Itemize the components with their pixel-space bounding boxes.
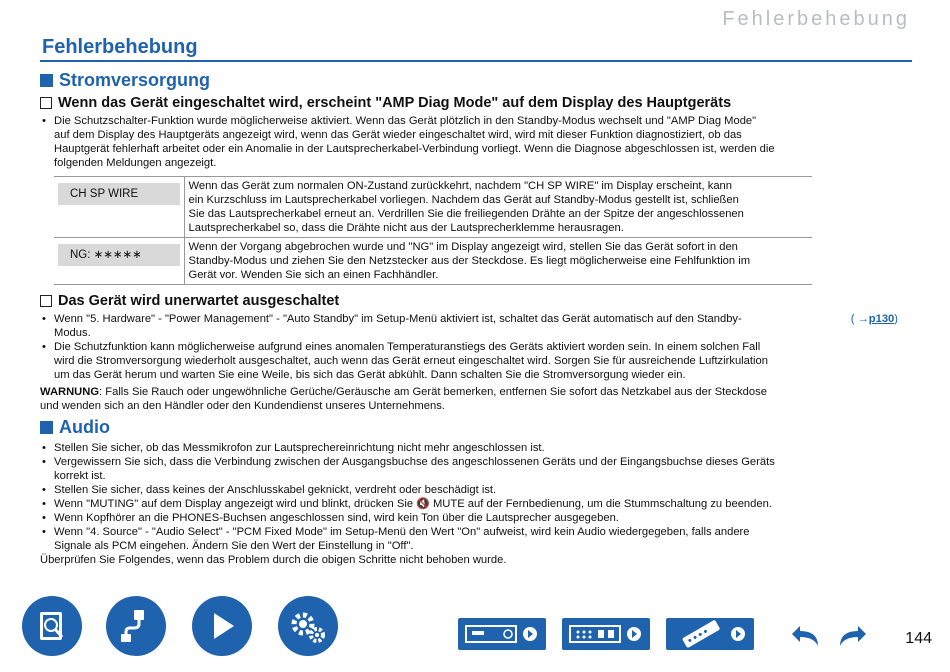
- line: Vergewissern Sie sich, dass die Verbindung zwischen der Ausgangsbuchse des angeschlossenen Geräts und der Eingangsbuchse dieses Geräts: [54, 456, 775, 468]
- audio-heading-text: Audio: [59, 417, 110, 437]
- mute-icon: 🔇: [416, 498, 430, 510]
- line: Signale als PCM eingehen. Ändern Sie den Wert der Einstellung in "Off".: [54, 540, 414, 552]
- audio-section-heading: [40, 417, 912, 438]
- unexpected-off-heading: [40, 293, 912, 309]
- page-link-p130[interactable]: p130: [868, 313, 895, 325]
- list-item: • Wenn Kopfhörer an die PHONES-Buchsen angeschlossen sind, wird kein Ton über die Lautsprecher ausgegeben.: [40, 511, 912, 525]
- list-item: [40, 114, 912, 170]
- ref-open: (: [850, 313, 855, 325]
- line: Wenn "MUTING" auf dem Display angezeigt wird und blinkt, drücken Sie: [54, 498, 417, 510]
- line: Hauptgerät fehlerhaft arbeitet oder ein Anomalie in der Lautsprecherkabel-Verbindung vorliegt. Wenn die Diagnose abgeschlossen ist, werden die: [54, 143, 775, 155]
- table-cell-code: [54, 238, 184, 285]
- bullet-with-reference: [54, 312, 912, 326]
- line: Modus.: [54, 327, 91, 339]
- checkbox-bullet-icon: [40, 295, 52, 307]
- line: korrekt ist.: [54, 470, 106, 482]
- message-code-chip: NG: ∗∗∗∗∗: [58, 244, 180, 266]
- unexpected-off-heading-text: Das Gerät wird unerwartet ausgeschaltet: [58, 293, 340, 309]
- table-row: [54, 238, 812, 285]
- message-code-chip: CH SP WIRE: [58, 183, 180, 205]
- diagnosis-message-table: [54, 176, 812, 285]
- undo-arrow-icon[interactable]: [784, 622, 824, 652]
- audio-closing-text: Überprüfen Sie Folgendes, wenn das Problem durch die obigen Schritte nicht behoben wurde.: [40, 554, 507, 566]
- power-heading-text: Stromversorgung: [59, 70, 211, 90]
- main-content: [40, 68, 912, 567]
- line: Die Schutzschalter-Funktion wurde möglicherweise aktiviert. Wenn das Gerät plötzlich in den Standby-Modus wechselt und "AMP Diag Mode": [54, 115, 757, 127]
- connection-cable-icon[interactable]: [106, 596, 166, 656]
- footer-navigation: [0, 596, 950, 662]
- line: : Falls Sie Rauch oder ungewöhnliche Gerüche/Geräusche am Gerät bemerken, entfernen Sie sofort das Netzkabel aus der Steckdose: [99, 386, 767, 398]
- line: und wenden sich an den Händler oder den Kundendienst unseres Unternehmens.: [40, 400, 445, 412]
- amp-diag-heading: [40, 95, 912, 111]
- table-cell-code: [54, 177, 184, 238]
- playback-icon[interactable]: [192, 596, 252, 656]
- table-row: [54, 177, 812, 238]
- settings-gears-icon[interactable]: [278, 596, 338, 656]
- header-section-label: Fehlerbehebung: [722, 8, 910, 30]
- page-number: 144: [905, 630, 932, 647]
- line: Lautsprecherkabel so, dass die Drähte nicht aus der Lautsprecherklemme herausragen.: [188, 222, 624, 234]
- list-item: [40, 312, 912, 340]
- receiver-rear-icon[interactable]: [562, 618, 650, 650]
- list-item: [40, 340, 912, 382]
- amp-diag-heading-text: Wenn das Gerät eingeschaltet wird, erscheint "AMP Diag Mode" auf dem Display des Hauptgeräts: [58, 95, 732, 111]
- warning-label: WARNUNG: [40, 386, 100, 398]
- list-item: • Stellen Sie sicher, ob das Messmikrofon zur Lautsprechereinrichtung nicht mehr angeschlossen ist.: [40, 441, 912, 455]
- line: • Wenn "5. Hardware" - "Power Management" - "Auto Standby" im Setup-Menü aktiviert ist, schaltet das Gerät automatisch auf den Standby-: [54, 313, 742, 325]
- line: um das Gerät herum und warten Sie eine Weile, bis sich das Gerät abkühlt. Dann schalten Sie die Stromversorgung wieder ein.: [54, 369, 686, 381]
- line: auf dem Display des Hauptgeräts angezeigt wird, wenn das Gerät wieder eingeschaltet wird, wird mit dieser Funktion diagnostiziert, ob das: [54, 129, 742, 141]
- line: Wenn der Vorgang abgebrochen wurde und "NG" im Display angezeigt wird, stellen Sie das Gerät sofort in den: [188, 241, 738, 253]
- list-item: • Stellen Sie sicher, dass keines der Anschlusskabel geknickt, verdreht oder beschädigt ist.: [40, 483, 912, 497]
- checkbox-bullet-icon: [40, 97, 52, 109]
- line: Gerät vor. Wenden Sie sich an einen Fachhändler.: [188, 269, 439, 281]
- warning-note: [40, 385, 912, 413]
- table-cell-description: [184, 177, 812, 238]
- audio-bullets: [40, 441, 912, 553]
- table-cell-description: [184, 238, 812, 285]
- line: folgenden Meldungen angezeigt.: [54, 157, 217, 169]
- ref-close: ): [894, 313, 898, 325]
- line: Sie das Lautsprecherkabel erneut an. Verdrillen Sie die freiliegenden Drähte an der Spitze der angeschlossenen: [188, 208, 744, 220]
- list-item: [40, 525, 912, 553]
- manual-book-icon[interactable]: [22, 596, 82, 656]
- line: Wenn "4. Source" - "Audio Select" - "PCM Fixed Mode" im Setup-Menü den Wert "On" aufweist, wird kein Audio wiedergegeben, falls andere: [54, 526, 750, 538]
- square-bullet-icon: [40, 421, 53, 434]
- line: Wenn das Gerät zum normalen ON-Zustand zurückkehrt, nachdem "CH SP WIRE" im Display erscheint, kann: [188, 180, 732, 192]
- remote-control-icon[interactable]: [666, 618, 754, 650]
- unexpected-off-bullets: [40, 312, 912, 382]
- line: Die Schutzfunktion kann möglicherweise aufgrund eines anomalen Temperaturanstiegs des Geräts aktiviert worden sein. In einem solchen Fall: [54, 341, 761, 353]
- line: wird die Stromversorgung wiederholt ausgeschaltet, auch wenn das Gerät erneut eingeschaltet wird. Sorgen Sie für ausreichende Luftzirkulation: [54, 355, 768, 367]
- line: Standby-Modus und ziehen Sie den Netzstecker aus der Steckdose. Es liegt möglicherweise eine Fehlfunktion im: [188, 255, 751, 267]
- ref-arrow-icon: →: [857, 313, 869, 325]
- list-item: [40, 497, 912, 511]
- list-item: [40, 455, 912, 483]
- power-section-heading: [40, 70, 912, 91]
- line: MUTE auf der Fernbedienung, um die Stummschaltung zu beenden.: [429, 498, 772, 510]
- receiver-front-icon[interactable]: [458, 618, 546, 650]
- square-bullet-icon: [40, 74, 53, 87]
- amp-diag-bullets: [40, 114, 912, 170]
- redo-arrow-icon[interactable]: [834, 622, 874, 652]
- title-divider: [40, 60, 912, 62]
- page-title: Fehlerbehebung: [42, 36, 198, 58]
- page-reference: [851, 312, 912, 326]
- line: ein Kurzschluss im Lautsprecherkabel vorliegen. Nachdem das Gerät auf Standby-Modus gestellt ist, schließen: [188, 194, 739, 206]
